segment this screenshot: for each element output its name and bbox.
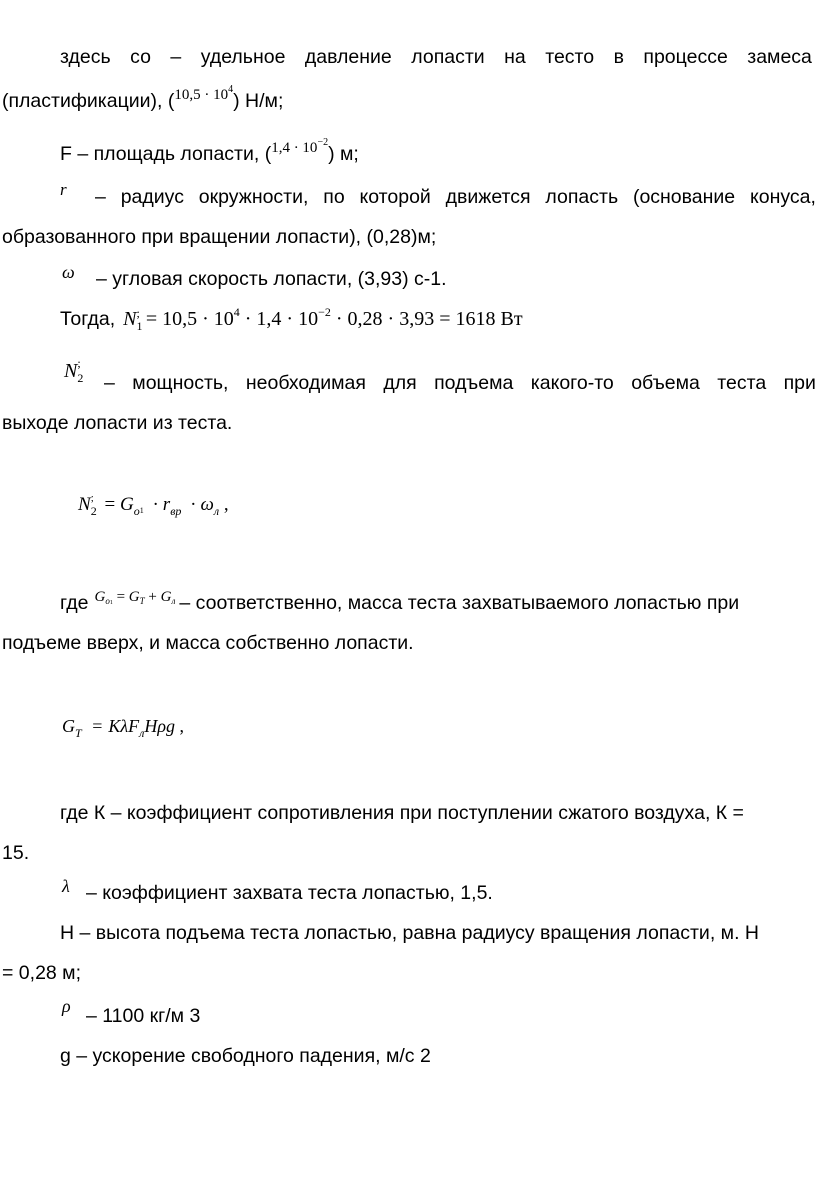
paragraph-3-word: по [323,186,345,208]
paragraph-8-line-2: 15. [2,842,30,864]
paragraph-6-word: мощность, [132,372,229,394]
paragraph-3-word: которой [359,186,431,208]
paragraph-1-word: на [504,46,526,68]
paragraph-1-word: давление [304,46,392,68]
paragraph-8-line-1: где К – коэффициент сопротивления при поступлении сжатого воздуха, К = [60,802,744,824]
lambda-symbol: λ [62,876,70,896]
paragraph-4-text: – угловая скорость лопасти, (3,93) с-1. [96,268,447,290]
radius-symbol: r [60,180,67,199]
paragraph-1-line-2 [2,84,284,113]
paragraph-6-word: при [783,372,816,394]
paragraph-2-prefix: F – площадь лопасти, ( [60,143,272,165]
paragraph-1-word: – [170,46,182,68]
paragraph-3-line-2: образованного при вращении лопасти), (0,28)м; [2,226,437,248]
power-calculation [60,305,523,333]
paragraph-1-word: тесто [545,46,595,68]
paragraph-3-line-1 [95,186,816,209]
paragraph-1-word: лопасти [411,46,485,68]
paragraph-1-word: удельное [200,46,286,68]
power-2-formula: $N_2^; = G_о1 \cdot r_{вр} \cdot \omega_л$ , [78,492,229,518]
power-2-symbol: $N_2^;$ [64,356,84,385]
paragraph-1-word: со [130,46,151,68]
paragraph-10-line-2: = 0,28 м; [2,962,81,984]
paragraph-3-word: радиус [120,186,184,208]
paragraph-3-word: – [95,186,106,208]
paragraph-6-word: теста [717,372,767,394]
paragraph-12-text: g – ускорение свободного падения, м/с 2 [60,1045,431,1067]
paragraph-1-prefix: (пластификации), ( [2,90,175,112]
paragraph-3-word: (основание [632,186,736,208]
power-1-equation: $N_1^; = 10,5 \cdot 10^4 \cdot 1,4 \cdot 10^{-2} \cdot 0,28 \cdot 3,93 = 1618$ Вт [123,305,523,333]
paragraph-1-word: здесь [60,46,111,68]
paragraph-6-word: – [104,372,115,394]
rho-symbol: ρ [62,996,71,1016]
paragraph-3-word: окружности, [198,186,309,208]
paragraph-6-word: объема [631,372,700,394]
area-formula: 1,4 · 10−2 [271,137,329,156]
paragraph-3-word: конуса, [750,186,816,208]
then-label: Тогда, [60,308,116,330]
paragraph-6-line-1 [104,372,816,395]
pressure-formula: 10,5 · 104 [174,84,234,103]
dough-mass-formula: $G_Т = K\lambda F_лH\rho g$ , [62,716,185,740]
paragraph-2 [60,137,359,166]
paragraph-6-line-2: выходе лопасти из теста. [2,412,233,434]
paragraph-1-word: в [613,46,624,68]
paragraph-7-line-2: подъеме вверх, и масса собственно лопасти. [2,632,414,654]
paragraph-7-line-1: где $G_{о1} = G_Т + G_л$ – соответственно, масса теста захватываемого лопастью при [60,589,740,614]
paragraph-6-word: какого-то [530,372,614,394]
paragraph-9-text: – коэффициент захвата теста лопастью, 1,5. [86,882,493,904]
paragraph-3-word: движется [445,186,531,208]
paragraph-1-suffix: ) Н/м; [233,90,284,112]
paragraph-6-word: для [383,372,417,394]
mass-sum-formula: $G_{о1} = G_Т + G_л$ [94,589,176,606]
paragraph-7-suffix: – соответственно, масса теста захватываемого лопастью при [179,592,740,614]
paragraph-1-word: процессе [643,46,728,68]
power-1-result: 1618 Вт [455,308,523,330]
omega-symbol: ω [62,262,75,282]
paragraph-10-line-1: Н – высота подъема теста лопастью, равна радиусу вращения лопасти, м. Н [60,922,759,944]
paragraph-2-suffix: ) м; [328,143,359,165]
paragraph-11-text: – 1100 кг/м 3 [86,1005,201,1027]
paragraph-6-word: подъема [434,372,514,394]
paragraph-3-word: лопасть [545,186,619,208]
paragraph-1-line-1 [60,46,812,69]
paragraph-1-word: замеса [747,46,812,68]
paragraph-6-word: необходимая [245,372,366,394]
